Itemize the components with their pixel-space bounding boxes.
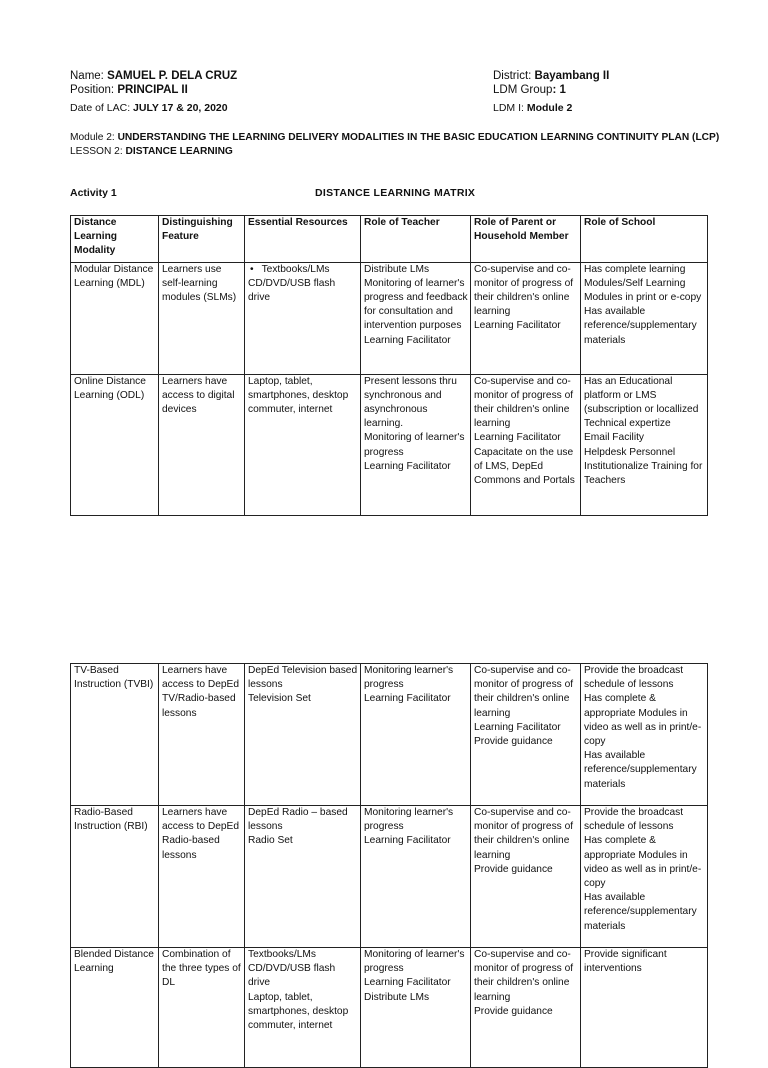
resources-cell bbox=[245, 374, 361, 515]
feature-cell: Learners have access to DepEd Radio-based lessons bbox=[159, 806, 245, 948]
resource-item: CD/DVD/USB flash drive bbox=[248, 277, 336, 304]
teacher-item: Monitoring learner's progress bbox=[364, 665, 454, 691]
modality-cell: Online Distance Learning (ODL) bbox=[71, 374, 159, 515]
school-item: Has complete learning Modules/Self Learning Modules in print or e-copy bbox=[584, 263, 702, 304]
school-item: Has available reference/supplementary materials bbox=[584, 750, 697, 790]
module-prefix: Module 2: bbox=[70, 132, 118, 143]
teacher-item: Present lessons thru synchronous and asynchronous learning. bbox=[364, 375, 457, 430]
name-line bbox=[70, 69, 237, 83]
lesson-title: DISTANCE LEARNING bbox=[125, 146, 233, 157]
table-row bbox=[71, 374, 708, 515]
parent-cell bbox=[471, 262, 581, 374]
teacher-item: Distribute LMs bbox=[364, 991, 430, 1003]
teacher-item: Learning Facilitator bbox=[364, 977, 451, 989]
teacher-item: Learning Facilitator bbox=[364, 334, 451, 346]
resource-item: CD/DVD/USB flash drive bbox=[248, 963, 336, 989]
school-item: Provide the broadcast schedule of lessons bbox=[584, 665, 684, 691]
feature-cell: Learners have access to DepEd TV/Radio-based lessons bbox=[159, 664, 245, 806]
school-cell bbox=[581, 806, 708, 948]
school-item: Institutionalize Training for Teachers bbox=[584, 460, 703, 487]
modality-cell: TV-Based Instruction (TVBI) bbox=[71, 664, 159, 806]
school-item: Provide significant interventions bbox=[584, 949, 667, 975]
parent-item: Co-supervise and co- monitor of progress of their children's online learning bbox=[474, 665, 574, 719]
header-teacher: Role of Teacher bbox=[361, 216, 471, 263]
resource-item: Textbooks/LMs bbox=[248, 949, 316, 960]
module-line bbox=[70, 131, 719, 145]
header-parent: Role of Parent or Household Member bbox=[471, 216, 581, 263]
parent-item: Learning Facilitator bbox=[474, 721, 561, 733]
name-label: Name: bbox=[70, 70, 108, 82]
parent-item: Learning Facilitator bbox=[474, 320, 561, 332]
teacher-cell bbox=[361, 948, 471, 1068]
resource-item: • Textbooks/LMs bbox=[248, 263, 358, 277]
teacher-item: Learning Facilitator bbox=[364, 460, 451, 472]
school-cell bbox=[581, 664, 708, 806]
teacher-item: Monitoring of learner's progress bbox=[364, 949, 465, 975]
ldm-value: Module 2 bbox=[526, 102, 573, 114]
district-value: Bayambang II bbox=[534, 70, 610, 82]
ldm-group-value: : 1 bbox=[552, 84, 566, 96]
teacher-item: Monitoring of learner's progress bbox=[364, 432, 465, 458]
teacher-cell bbox=[361, 262, 471, 374]
parent-cell bbox=[471, 374, 581, 515]
date-line bbox=[70, 101, 228, 115]
teacher-cell bbox=[361, 806, 471, 948]
district-label: District: bbox=[493, 70, 535, 82]
school-item: Technical expertize bbox=[584, 418, 671, 430]
school-item: Has an Educational platform or LMS (subscription or locallized bbox=[584, 375, 699, 416]
module-heading bbox=[70, 131, 719, 159]
resources-cell bbox=[245, 948, 361, 1068]
teacher-cell bbox=[361, 664, 471, 806]
school-cell bbox=[581, 262, 708, 374]
parent-item: Learning Facilitator bbox=[474, 432, 561, 444]
parent-item: Co-supervise and co- monitor of progress of their children's online learning bbox=[474, 263, 574, 318]
parent-item: Co-supervise and co- monitor of progress of their children's online learning bbox=[474, 807, 574, 861]
position-value: PRINCIPAL II bbox=[117, 84, 188, 96]
table-header-row bbox=[71, 216, 708, 263]
resource-item: DepEd Radio – based lessons bbox=[248, 807, 348, 833]
table-row bbox=[71, 664, 708, 806]
teacher-item: Learning Facilitator bbox=[364, 693, 451, 705]
resource-item: Television Set bbox=[248, 693, 311, 705]
teacher-item: Distribute LMs bbox=[364, 263, 430, 275]
modality-cell: Modular Distance Learning (MDL) bbox=[71, 262, 159, 374]
resource-item: DepEd Television based lessons bbox=[248, 665, 358, 691]
feature-cell: Learners have access to digital devices bbox=[159, 374, 245, 515]
modality-cell: Blended Distance Learning bbox=[71, 948, 159, 1068]
school-cell bbox=[581, 948, 708, 1068]
school-item: Has complete & appropriate Modules in video as well as in print/e-copy bbox=[584, 835, 702, 890]
position-line bbox=[70, 83, 188, 97]
resources-cell bbox=[245, 806, 361, 948]
module-title: UNDERSTANDING THE LEARNING DELIVERY MODALITIES IN THE BASIC EDUCATION LEARNING CONTINUITY PLAN (LCP) bbox=[117, 132, 720, 143]
school-item: Has available reference/supplementary materials bbox=[584, 892, 697, 932]
ldm-line bbox=[493, 101, 572, 115]
ldm-group-line bbox=[493, 83, 566, 97]
position-label: Position: bbox=[70, 84, 118, 96]
date-label: Date of LAC: bbox=[70, 102, 134, 114]
school-item: Email Facility bbox=[584, 432, 645, 444]
parent-cell bbox=[471, 664, 581, 806]
feature-cell: Combination of the three types of DL bbox=[159, 948, 245, 1068]
lesson-line bbox=[70, 145, 719, 159]
teacher-item: Monitoring of learner's progress and feedback for consultation and intervention purposes bbox=[364, 277, 468, 332]
school-item: Has available reference/supplementary materials bbox=[584, 306, 697, 346]
parent-cell bbox=[471, 948, 581, 1068]
district-line bbox=[493, 69, 609, 83]
school-item: Has complete & appropriate Modules in video as well as in print/e-copy bbox=[584, 693, 702, 748]
parent-item: Capacitate on the use of LMS, DepEd Commons and Portals bbox=[474, 446, 575, 487]
table-row bbox=[71, 806, 708, 948]
table-row bbox=[71, 948, 708, 1068]
header-feature: Distinguishing Feature bbox=[159, 216, 245, 263]
matrix-title: DISTANCE LEARNING MATRIX bbox=[315, 187, 476, 199]
lesson-prefix: LESSON 2: bbox=[70, 146, 126, 157]
modality-cell: Radio-Based Instruction (RBI) bbox=[71, 806, 159, 948]
parent-item: Provide guidance bbox=[474, 863, 553, 875]
distance-learning-matrix-table bbox=[70, 215, 708, 516]
ldm-group-label: LDM Group bbox=[493, 84, 553, 96]
school-cell bbox=[581, 374, 708, 515]
parent-item: Co-supervise and co- monitor of progress of their children's online learning bbox=[474, 375, 574, 430]
school-item: Helpdesk Personnel bbox=[584, 446, 676, 458]
teacher-item: Monitoring learner's progress bbox=[364, 807, 454, 833]
parent-item: Provide guidance bbox=[474, 736, 553, 748]
teacher-cell bbox=[361, 374, 471, 515]
resource-item: Radio Set bbox=[248, 835, 293, 847]
header-school: Role of School bbox=[581, 216, 708, 263]
resource-item: Laptop, tablet, smartphones, desktop commuter, internet bbox=[248, 375, 349, 416]
resources-cell bbox=[245, 262, 361, 374]
header-modality: Distance Learning Modality bbox=[71, 216, 159, 263]
activity-label: Activity 1 bbox=[70, 187, 117, 199]
ldm-label: LDM I: bbox=[493, 102, 527, 114]
header-resources: Essential Resources bbox=[245, 216, 361, 263]
resources-cell bbox=[245, 664, 361, 806]
name-value: SAMUEL P. DELA CRUZ bbox=[107, 70, 238, 82]
date-value: JULY 17 & 20, 2020 bbox=[133, 102, 228, 114]
table-row bbox=[71, 262, 708, 374]
parent-cell bbox=[471, 806, 581, 948]
feature-cell: Learners use self-learning modules (SLMs) bbox=[159, 262, 245, 374]
parent-item: Provide guidance bbox=[474, 1005, 553, 1017]
teacher-item: Learning Facilitator bbox=[364, 835, 451, 847]
parent-item: Co-supervise and co- monitor of progress of their children's online learning bbox=[474, 949, 574, 1003]
school-item: Provide the broadcast schedule of lessons bbox=[584, 807, 684, 833]
resource-item: Laptop, tablet, smartphones, desktop commuter, internet bbox=[248, 991, 349, 1032]
distance-learning-matrix-table-continued bbox=[70, 663, 708, 1068]
